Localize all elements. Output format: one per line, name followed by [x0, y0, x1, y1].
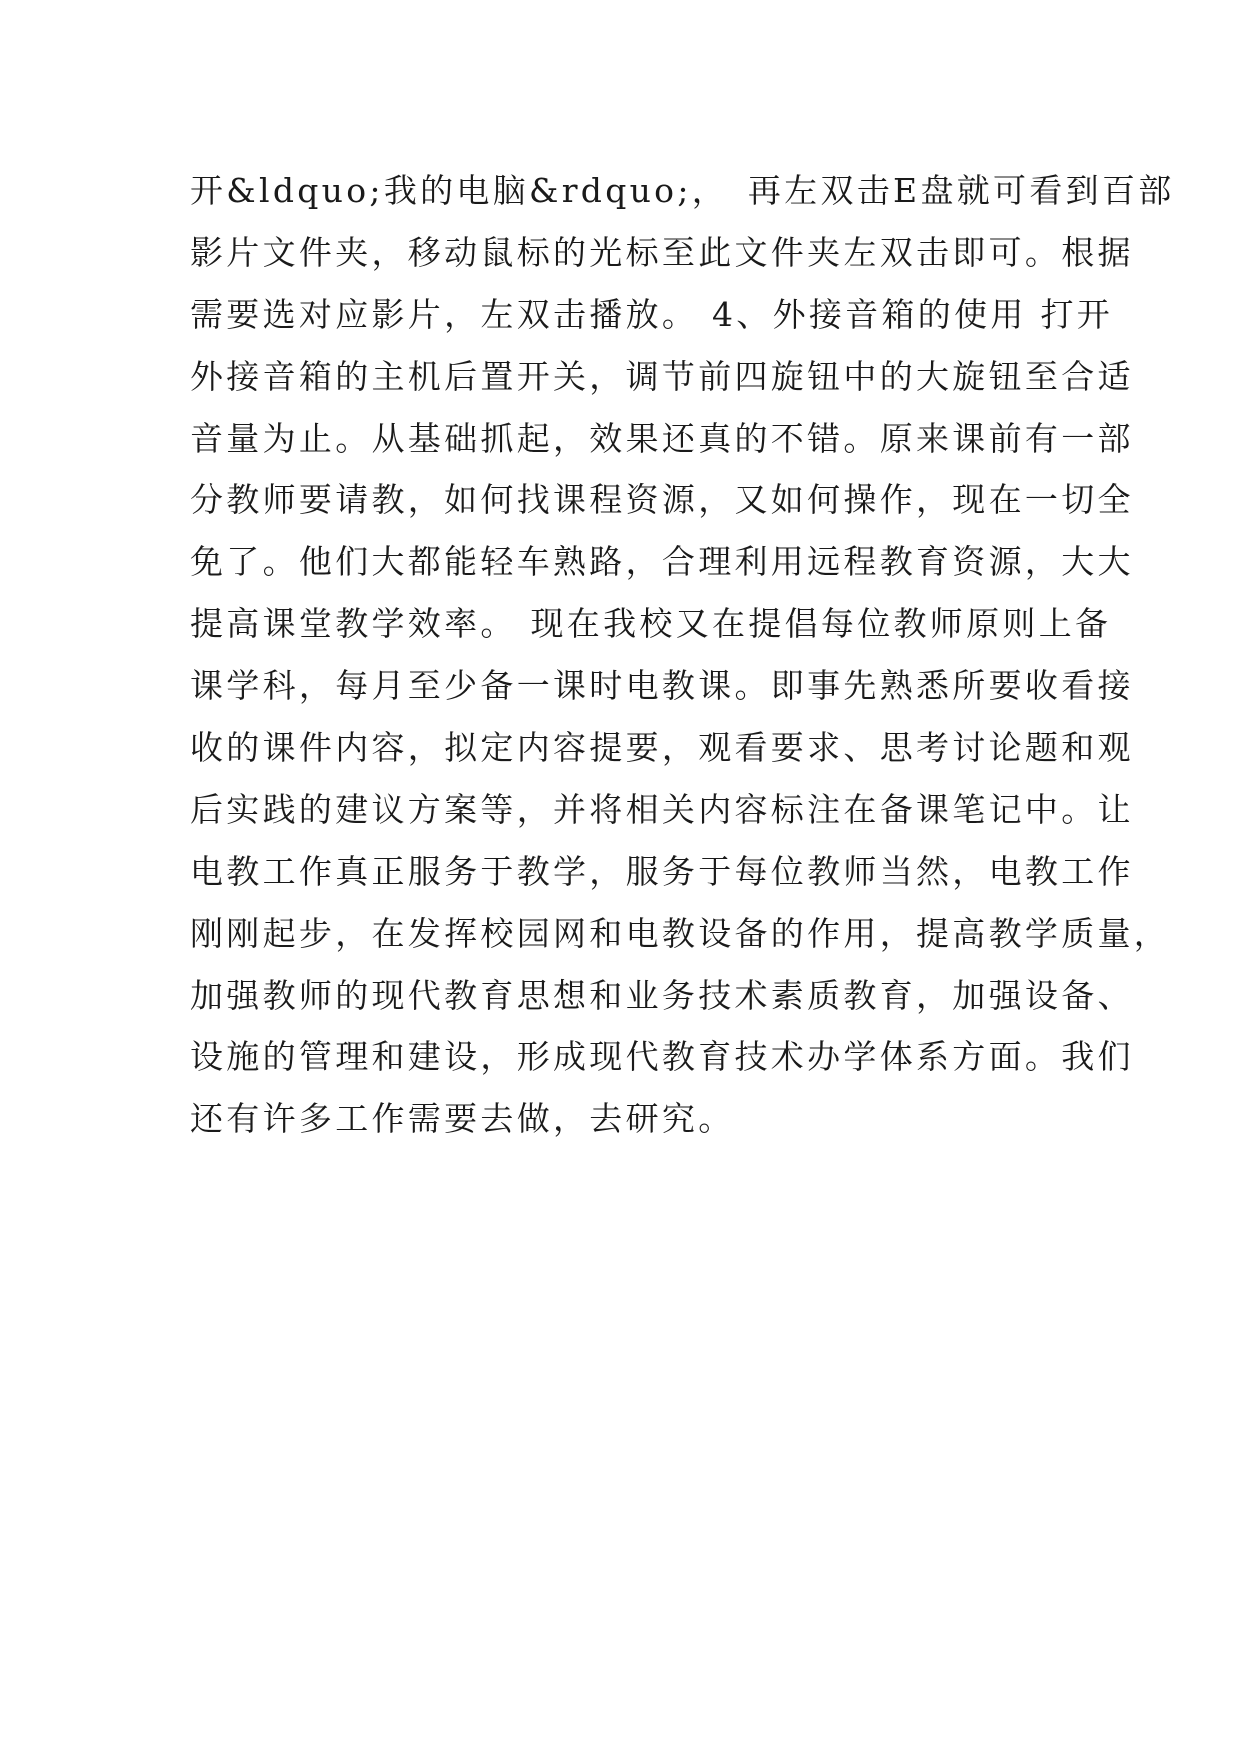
- text-line: 刚刚起步，在发挥校园网和电教设备的作用，提高教学质量，: [190, 913, 1171, 953]
- text-line: 需要选对应影片，左双击播放。 4、外接音箱的使用 打开: [190, 294, 1114, 334]
- text-line: 外接音箱的主机后置开关，调节前四旋钮中的大旋钮至合适: [190, 356, 1134, 396]
- text-line: 课学科，每月至少备一课时电教课。即事先熟悉所要收看接: [190, 666, 1134, 706]
- text-line: 还有许多工作需要去做，去研究。: [190, 1099, 735, 1139]
- text-line: 加强教师的现代教育思想和业务技术素质教育，加强设备、: [190, 975, 1134, 1015]
- text-line: 影片文件夹，移动鼠标的光标至此文件夹左双击即可。根据: [190, 232, 1134, 272]
- text-line: 收的课件内容，拟定内容提要，观看要求、思考讨论题和观: [190, 728, 1134, 768]
- text-line: 电教工作真正服务于教学，服务于每位教师当然，电教工作: [190, 851, 1134, 891]
- text-line: 分教师要请教，如何找课程资源，又如何操作，现在一切全: [190, 480, 1134, 520]
- text-line: 后实践的建议方案等，并将相关内容标注在备课笔记中。让: [190, 789, 1134, 829]
- text-line: 免了。他们大都能轻车熟路，合理利用远程教育资源，大大: [190, 542, 1134, 582]
- body-text: [190, 160, 1175, 1150]
- text-line: 设施的管理和建设，形成现代教育技术办学体系方面。我们: [190, 1037, 1134, 1077]
- text-line: 开&ldquo;我的电脑&rdquo;， 再左双击E盘就可看到百部: [190, 171, 1175, 210]
- text-line: 音量为止。从基础抓起，效果还真的不错。原来课前有一部: [190, 418, 1134, 458]
- text-line: 提高课堂教学效率。 现在我校又在提倡每位教师原则上备: [190, 604, 1112, 644]
